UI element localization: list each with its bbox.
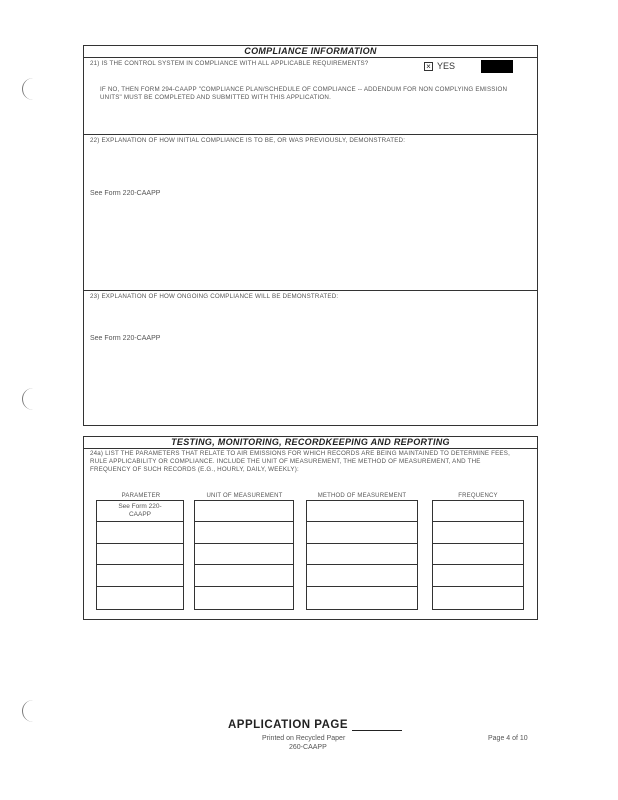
parameter-cell[interactable] [97,522,183,543]
unit-column[interactable] [194,500,294,610]
application-page-blank[interactable] [352,720,402,731]
unit-cell[interactable] [195,522,293,543]
frequency-cell[interactable] [433,565,523,586]
column-header-parameter: PARAMETER [121,493,161,499]
testing-section [83,436,538,620]
question-22-box [84,134,537,295]
page-number: Page 4 of 10 [488,735,528,742]
column-header-unit: UNIT OF MEASUREMENT [206,493,283,499]
frequency-column[interactable] [432,500,524,610]
question-23-answer: See Form 220-CAAPP [90,335,161,342]
frequency-cell[interactable] [433,544,523,565]
frequency-cell[interactable] [433,501,523,522]
printed-note: Printed on Recycled Paper [262,735,346,742]
parameter-cell[interactable] [97,565,183,586]
question-23: 23) EXPLANATION OF HOW ONGOING COMPLIANCE WILL BE DEMONSTRATED: [90,293,339,300]
method-cell[interactable] [307,587,417,608]
method-cell[interactable] [307,522,417,543]
question-21: 21) IS THE CONTROL SYSTEM IN COMPLIANCE WITH ALL APPLICABLE REQUIREMENTS? [90,60,369,67]
method-cell[interactable] [307,544,417,565]
column-header-frequency: FREQUENCY [458,493,498,499]
unit-cell[interactable] [195,565,293,586]
yes-label: YES [437,61,456,71]
method-cell[interactable] [307,565,417,586]
redaction-block [481,60,513,73]
form-number: 260-CAAPP [289,744,327,751]
method-cell[interactable] [307,501,417,522]
question-24a: 24a) LIST THE PARAMETERS THAT RELATE TO AIR EMISSIONS FOR WHICH RECORDS ARE BEING MAINTAINED TO DETERMINE FEES, RULE APPLICABILITY OR COMPLIANCE. INCLUDE THE UNIT OF MEASUREMENT, THE METHOD OF MEASUREMENT, AND THE FREQUENCY OF SUCH RECORDS (E.G., HOURLY, DAILY, WEEKLY): [90,450,510,473]
unit-cell[interactable] [195,544,293,565]
question-22: 22) EXPLANATION OF HOW INITIAL COMPLIANCE IS TO BE, OR WAS PREVIOUSLY, DEMONSTRATED: [90,137,406,144]
binder-hole-mark [22,78,33,100]
application-page-label: APPLICATION PAGE [228,719,349,731]
binder-hole-mark [22,388,33,410]
compliance-section [83,45,538,426]
binder-hole-mark [22,700,33,722]
question-21-note: IF NO, THEN FORM 294-CAAPP "COMPLIANCE PLAN/SCHEDULE OF COMPLIANCE -- ADDENDUM FOR NON COMPLYING EMISSION UNITS" MUST BE COMPLETED AND SUBMITTED WITH THIS APPLICATION. [100,86,508,101]
parameter-column[interactable] [96,500,184,610]
method-column[interactable] [306,500,418,610]
application-page-title [228,719,402,731]
testing-header: TESTING, MONITORING, RECORDKEEPING AND REPORTING [84,437,537,449]
parameter-value: See Form 220-CAAPP [118,503,162,518]
frequency-cell[interactable] [433,522,523,543]
frequency-cell[interactable] [433,587,523,608]
question-22-answer: See Form 220-CAAPP [90,190,161,197]
question-23-box [84,290,537,426]
parameter-cell[interactable] [97,587,183,608]
column-header-method: METHOD OF MEASUREMENT [317,493,407,499]
parameter-cell[interactable] [97,501,183,522]
unit-cell[interactable] [195,501,293,522]
parameter-cell[interactable] [97,544,183,565]
yes-checkbox[interactable]: × [424,62,433,71]
compliance-header: COMPLIANCE INFORMATION [84,46,537,58]
unit-cell[interactable] [195,587,293,608]
